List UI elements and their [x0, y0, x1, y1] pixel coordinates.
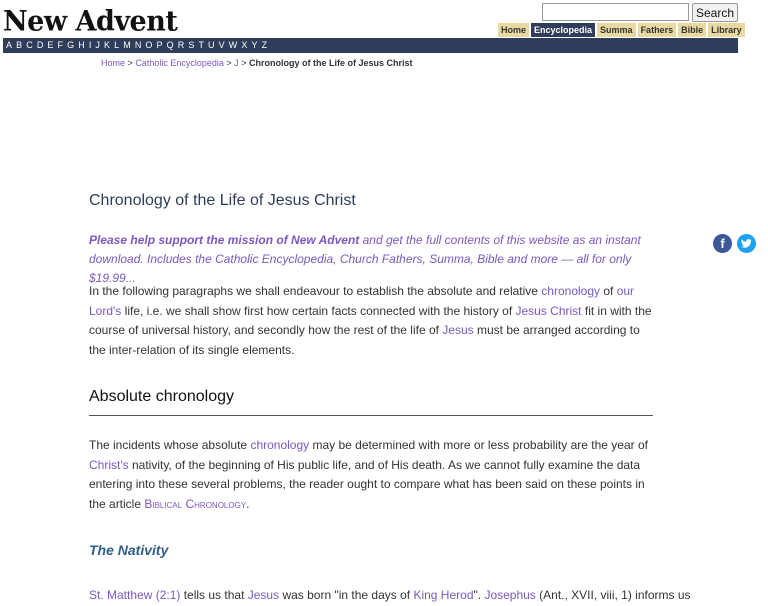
paragraph-text: may be determined with more or less probability are the year of — [309, 438, 648, 452]
nav-summa[interactable]: Summa — [597, 23, 636, 37]
paragraph-text: fit in with the course of universal history, and secondly how the rest of the life of — [89, 303, 652, 337]
absolute-chronology-paragraph — [89, 436, 655, 514]
section-heading-nativity: The Nativity — [89, 542, 169, 558]
alphabet-letter-d[interactable]: D — [36, 40, 44, 50]
alphabet-letter-e[interactable]: E — [47, 40, 54, 50]
paragraph-text: (Ant., XVII, viii, 1) informs us — [535, 588, 691, 602]
intro-paragraph — [89, 282, 655, 360]
link-christs[interactable]: Christ's — [89, 457, 129, 472]
alphabet-letter-s[interactable]: S — [188, 40, 195, 50]
top-nav — [498, 23, 745, 37]
support-notice[interactable] — [89, 231, 655, 288]
link-biblical-chronology[interactable]: Biblical Chronology — [144, 496, 247, 511]
alphabet-letter-v[interactable]: V — [218, 40, 225, 50]
twitter-icon[interactable] — [737, 234, 756, 253]
nav-encyclopedia[interactable]: Encyclopedia — [531, 23, 595, 37]
alphabet-letter-c[interactable]: C — [26, 40, 33, 50]
nav-library[interactable]: Library — [708, 23, 745, 37]
paragraph-text: nativity, of the beginning of His public life, and of His death. As we cannot fully examine the data entering into these several problems, the reader ought to compare what has been said on these points in the article — [89, 457, 645, 511]
facebook-icon[interactable]: f — [713, 234, 732, 253]
alphabet-letter-l[interactable]: L — [114, 40, 120, 50]
search-input[interactable] — [542, 3, 689, 21]
alphabet-letter-t[interactable]: T — [198, 40, 204, 50]
link-king-herod[interactable]: King Herod — [413, 588, 474, 602]
alphabet-letter-m[interactable]: M — [123, 40, 131, 50]
alphabet-letter-y[interactable]: Y — [251, 40, 258, 50]
page-title: Chronology of the Life of Jesus Christ — [89, 192, 356, 209]
alphabet-letter-q[interactable]: Q — [166, 40, 174, 50]
section-heading-absolute-chronology: Absolute chronology — [89, 386, 653, 416]
alphabet-letter-o[interactable]: O — [145, 40, 153, 50]
alphabet-letter-x[interactable]: X — [241, 40, 248, 50]
alphabet-letter-h[interactable]: H — [78, 40, 85, 50]
link-josephus[interactable]: Josephus — [484, 588, 536, 602]
alphabet-bar — [3, 38, 738, 53]
link-st-matthew[interactable]: St. Matthew (2:1) — [89, 588, 181, 602]
breadcrumb-separator: > — [226, 58, 232, 68]
paragraph-text: . — [246, 496, 250, 511]
alphabet-letter-r[interactable]: R — [177, 40, 185, 50]
alphabet-letter-u[interactable]: U — [208, 40, 215, 50]
alphabet-letter-n[interactable]: N — [134, 40, 142, 50]
support-notice-text[interactable]: and get the full contents of this website as an instant download. Includes the Catholic Encyclopedia, Church Fathers, Summa, Bible and more — all for only $19.99... — [89, 233, 641, 285]
link-chronology[interactable]: chronology — [250, 438, 310, 452]
search-button[interactable]: Search — [692, 3, 738, 22]
alphabet-letter-b[interactable]: B — [16, 40, 23, 50]
breadcrumb-separator: > — [241, 58, 247, 68]
link-jesus[interactable]: Jesus — [247, 588, 280, 602]
breadcrumb-separator: > — [127, 58, 133, 68]
twitter-bird-icon — [737, 234, 756, 253]
link-chronology[interactable]: chronology — [541, 284, 601, 298]
alphabet-letter-f[interactable]: F — [57, 40, 64, 50]
paragraph-text: In the following paragraphs we shall endeavour to establish the absolute and relative — [89, 284, 542, 298]
link-our-lords[interactable]: our Lord's — [89, 284, 635, 318]
breadcrumb-encyclopedia[interactable]: Catholic Encyclopedia — [135, 58, 224, 68]
nav-home[interactable]: Home — [498, 23, 529, 37]
paragraph-text: must be arranged according to the inter-relation of its single elements. — [89, 323, 640, 357]
alphabet-letter-a[interactable]: A — [6, 40, 13, 50]
breadcrumb-letter[interactable]: J — [234, 58, 239, 68]
paragraph-text: life, i.e. we shall show first how certain facts connected with the history of — [121, 303, 516, 318]
breadcrumb-home[interactable]: Home — [101, 58, 126, 68]
link-jesus-christ[interactable]: Jesus Christ — [515, 303, 582, 318]
nav-bible[interactable]: Bible — [678, 23, 706, 37]
alphabet-letter-p[interactable]: P — [156, 40, 163, 50]
alphabet-letter-w[interactable]: W — [228, 40, 238, 50]
alphabet-letter-j[interactable]: J — [95, 40, 100, 50]
paragraph-text: tells us that — [180, 588, 248, 602]
nativity-paragraph — [89, 586, 691, 606]
paragraph-text: The incidents whose absolute — [89, 438, 251, 452]
support-notice-strong[interactable]: Please help support the mission of New Advent — [89, 233, 360, 247]
alphabet-letter-g[interactable]: G — [67, 40, 75, 50]
site-logo[interactable]: New Advent — [3, 5, 178, 38]
paragraph-text: of — [600, 284, 617, 298]
breadcrumb-current: Chronology of the Life of Jesus Christ — [248, 58, 413, 68]
breadcrumb — [101, 57, 412, 69]
alphabet-letter-k[interactable]: K — [104, 40, 111, 50]
paragraph-text: ". — [473, 588, 485, 602]
paragraph-text: was born "in the days of — [279, 588, 414, 602]
alphabet-letter-i[interactable]: I — [88, 40, 92, 50]
link-jesus[interactable]: Jesus — [442, 323, 474, 337]
alphabet-letter-z[interactable]: Z — [261, 40, 268, 50]
nav-fathers[interactable]: Fathers — [638, 23, 677, 37]
